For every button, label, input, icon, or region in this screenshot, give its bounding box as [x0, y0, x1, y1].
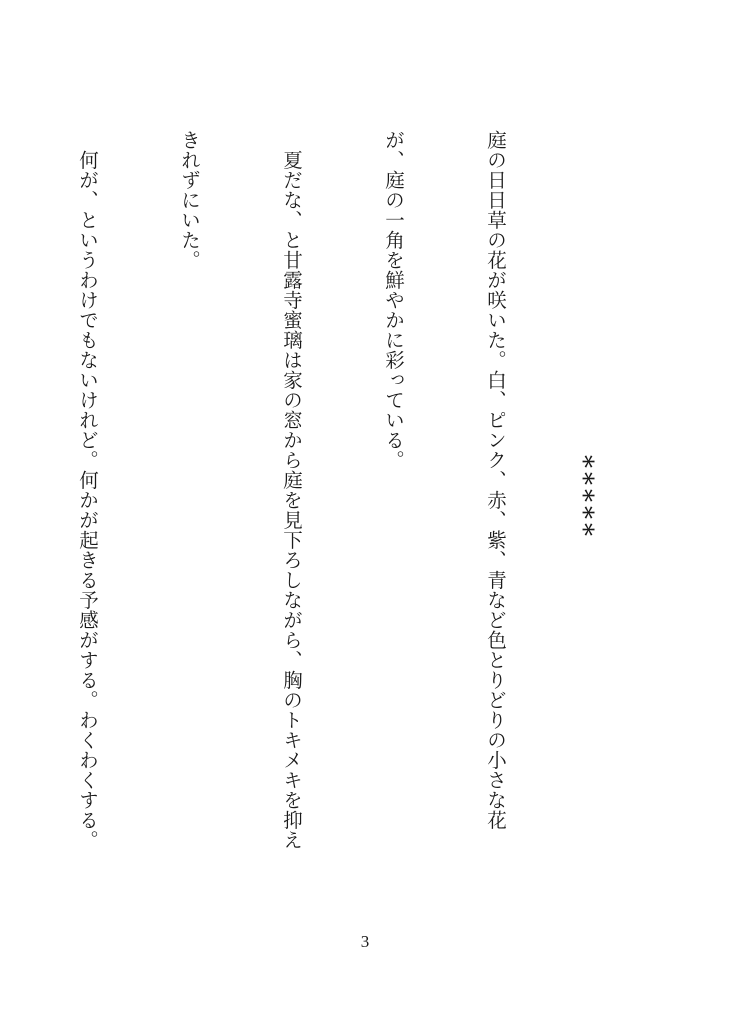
section-break-asterisks: *****: [568, 455, 598, 540]
page-number: 3: [360, 932, 370, 951]
text-line: 夏だな、と甘露寺蜜璃は家の窓から庭を見下ろしながら、胸のトキメキを抑え: [280, 130, 303, 850]
vertical-body-text: [0, 130, 580, 930]
text-line: きれずにいた。: [178, 130, 201, 270]
text-line: が、庭の一角を鮮やかに彩っている。: [382, 130, 405, 470]
text-line: 庭の日日草の花が咲いた。白、ピンク、赤、紫、青など色とりどりの小さな花: [484, 130, 507, 830]
text-line: 何が、というわけでもないけれど。何かが起きる予感がする。わくわくする。: [76, 130, 99, 850]
text-line: [0, 130, 2, 930]
